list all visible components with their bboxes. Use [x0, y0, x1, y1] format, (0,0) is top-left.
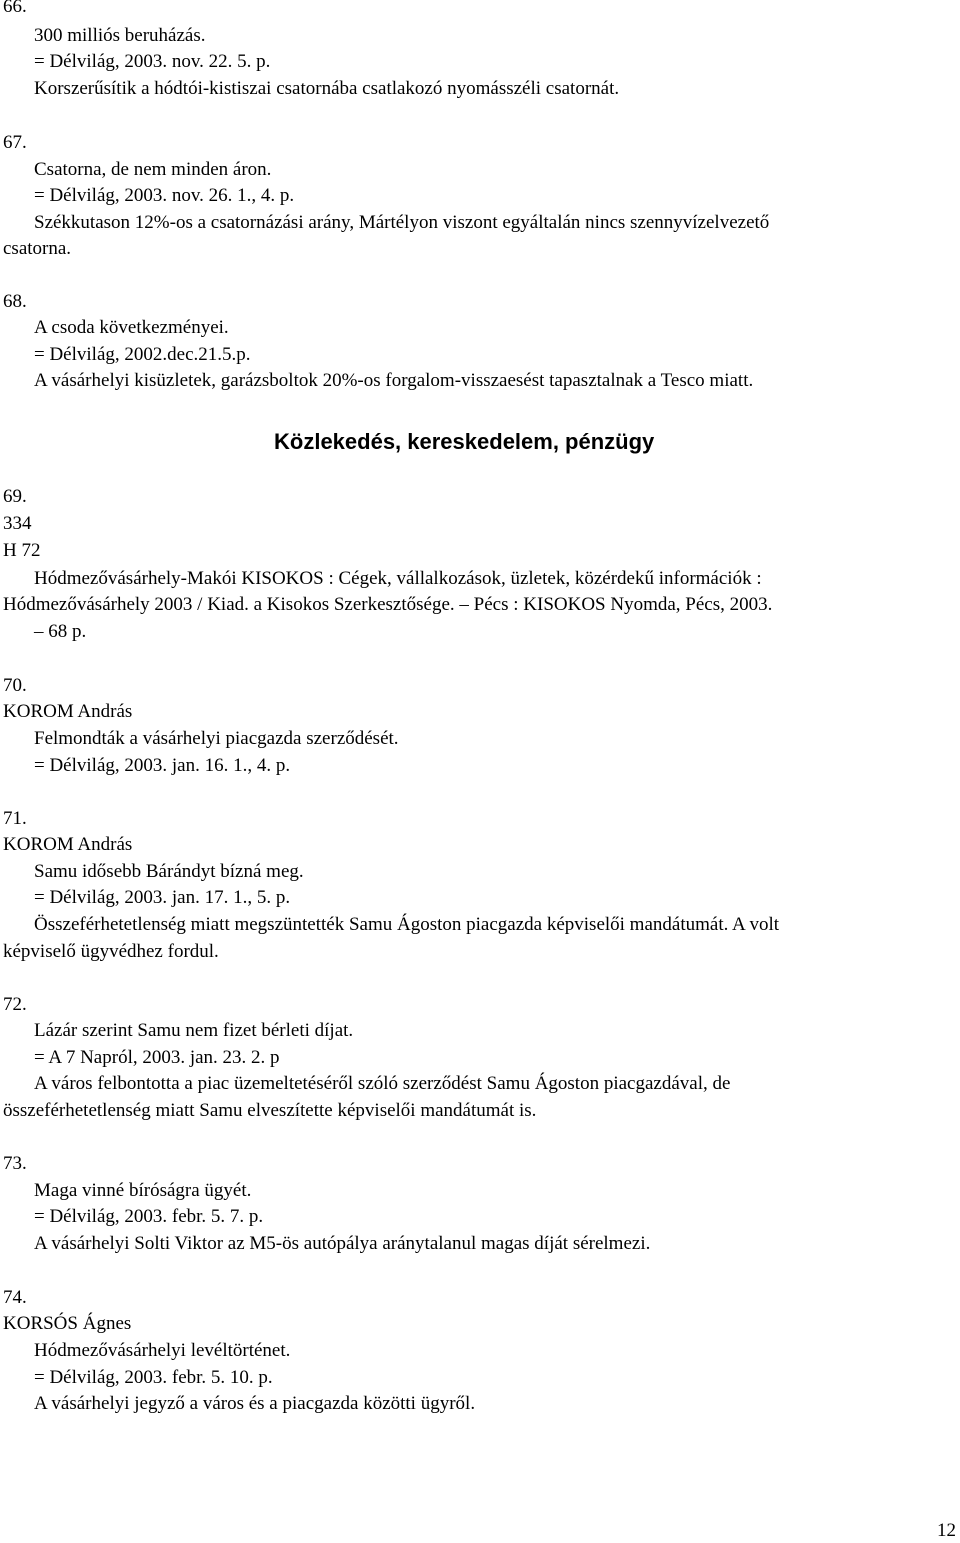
entry-author: KOROM András — [3, 834, 133, 855]
entry-source: = Délvilág, 2003. nov. 22. 5. p. — [34, 51, 271, 72]
entry-number: 68. — [3, 291, 27, 312]
entry-summary: Korszerűsítik a hódtói-kistiszai csatornába csatlakozó nyomásszéli csatornát. — [34, 78, 620, 99]
entry-number: 72. — [3, 994, 27, 1015]
entry-summary: Székkutason 12%-os a csatornázási arány, Mártélyon viszont egyáltalán nincs szennyvízelvezető — [34, 212, 770, 233]
entry-title: Maga vinné bíróságra ügyét. — [34, 1180, 252, 1201]
entry-number: 73. — [3, 1153, 27, 1174]
entry-summary-continued: képviselő ügyvédhez fordul. — [3, 941, 219, 962]
entry-summary: A vásárhelyi jegyző a város és a piacgazda közötti ügyről. — [34, 1393, 476, 1414]
entry-number: 70. — [3, 675, 27, 696]
call-number: 334 — [3, 513, 32, 534]
shelf-mark: H 72 — [3, 540, 41, 561]
entry-author: KOROM András — [3, 701, 133, 722]
entry-number: 69. — [3, 486, 27, 507]
section-heading: Közlekedés, kereskedelem, pénzügy — [274, 429, 655, 454]
entry-title: Hódmezővásárhely-Makói KISOKOS : Cégek, vállalkozások, üzletek, közérdekű információk : — [34, 568, 762, 589]
entry-number: 74. — [3, 1287, 27, 1308]
entry-summary: Összeférhetetlenség miatt megszüntették Samu Ágoston piacgazda képviselői mandátumát. A volt — [34, 914, 780, 935]
entry-source: = A 7 Napról, 2003. jan. 23. 2. p — [34, 1047, 280, 1068]
entry-title: Lázár szerint Samu nem fizet bérleti díjat. — [34, 1020, 354, 1041]
entry-source: = Délvilág, 2003. jan. 16. 1., 4. p. — [34, 755, 291, 776]
entry-source: = Délvilág, 2002.dec.21.5.p. — [34, 344, 251, 365]
entry-source: = Délvilág, 2003. febr. 5. 10. p. — [34, 1367, 273, 1388]
entry-number: 66. — [3, 0, 27, 17]
entry-summary-continued: csatorna. — [3, 238, 72, 259]
entry-extent: – 68 p. — [34, 621, 87, 642]
entry-title: Felmondták a vásárhelyi piacgazda szerződését. — [34, 728, 399, 749]
entry-title: 300 milliós beruházás. — [34, 25, 206, 46]
entry-number: 71. — [3, 808, 27, 829]
entry-title: A csoda következményei. — [34, 317, 229, 338]
entry-number: 67. — [3, 132, 27, 153]
entry-source: = Délvilág, 2003. febr. 5. 7. p. — [34, 1206, 264, 1227]
entry-source: = Délvilág, 2003. nov. 26. 1., 4. p. — [34, 185, 295, 206]
entry-source: = Délvilág, 2003. jan. 17. 1., 5. p. — [34, 887, 291, 908]
entry-imprint: Hódmezővásárhely 2003 / Kiad. a Kisokos Szerkesztősége. – Pécs : KISOKOS Nyomda, Pécs, 2003. — [3, 594, 773, 615]
entry-title: Hódmezővásárhelyi levéltörténet. — [34, 1340, 291, 1361]
page-number: 12 — [937, 1520, 956, 1541]
entry-title: Samu idősebb Bárándyt bízná meg. — [34, 861, 304, 882]
entry-author: KORSÓS Ágnes — [3, 1313, 132, 1334]
entry-summary-continued: összeférhetetlenség miatt Samu elveszítette képviselői mandátumát is. — [3, 1100, 537, 1121]
entry-summary: A vásárhelyi kisüzletek, garázsboltok 20%-os forgalom-visszaesést tapasztalnak a Tesco miatt. — [34, 370, 754, 391]
entry-summary: A vásárhelyi Solti Viktor az M5-ös autópálya aránytalanul magas díját sérelmezi. — [34, 1233, 651, 1254]
entry-title: Csatorna, de nem minden áron. — [34, 159, 272, 180]
entry-summary: A város felbontotta a piac üzemeltetéséről szóló szerződést Samu Ágoston piacgazdával, de — [34, 1073, 731, 1094]
